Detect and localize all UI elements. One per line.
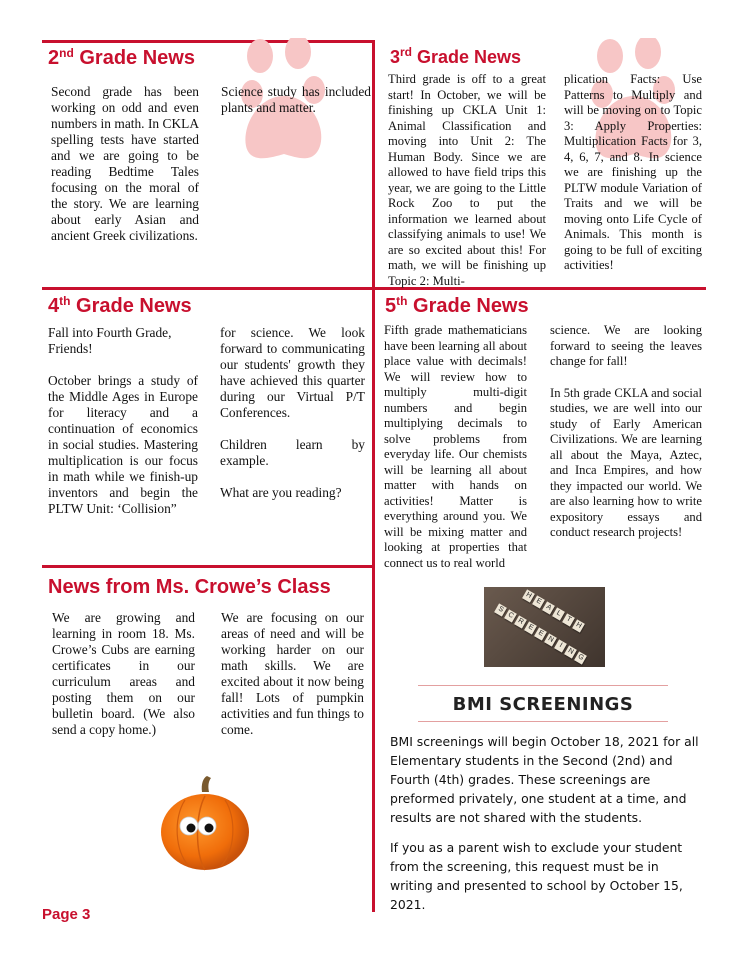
grade5-col2-p1: science. We are looking forward to seeing the leaves change for fall! — [550, 323, 702, 368]
vertical-divider — [372, 40, 375, 912]
grade4-col2-p1: for science. We look forward to communicating our students' growth they have achieved this quarter during our Virtual P/T Conferences. — [220, 325, 365, 420]
grade5-heading-rest: Grade News — [407, 295, 529, 317]
letter-tile: H — [572, 619, 585, 632]
grade3-heading — [390, 46, 521, 66]
grade5-heading-sup: th — [396, 294, 408, 308]
letter-tile: C — [504, 609, 517, 622]
bmi-title: BMI SCREENINGS — [452, 694, 634, 715]
letter-tile: G — [574, 651, 587, 664]
grade4-col1-p1: Fall into Fourth Grade, Friends! — [48, 325, 172, 356]
letter-tile: E — [534, 627, 547, 640]
bmi-paragraph-2: If you as a parent wish to exclude your student from the screening, this request must be in writing and presented to school by October 15, 2021. — [390, 840, 683, 912]
grade2-col2-text: Science study has included plants and matter. — [221, 84, 371, 115]
grade2-heading-rest: Grade News — [73, 47, 195, 69]
letter-tile: H — [522, 589, 535, 602]
grade4-col2 — [220, 325, 365, 501]
grade4-heading-num: 4 — [48, 295, 60, 317]
grade2-col1 — [51, 84, 199, 244]
grade5-col2 — [550, 323, 702, 541]
crowe-heading: News from Ms. Crowe’s Class — [48, 576, 331, 598]
crowe-col1-text: We are growing and learning in room 18. Ms. Crowe’s Cubs are earning certificates in our curriculum areas and posting them on our bulletin board. (We also send a copy home.) — [52, 610, 195, 737]
grade4-col2-p3: What are you reading? — [220, 485, 342, 500]
grade4-heading-sup: th — [59, 294, 71, 308]
bmi-rule-bottom — [418, 721, 668, 722]
grade2-col2 — [221, 84, 371, 116]
grade5-col1 — [384, 323, 527, 571]
grade4-col1-p2: October brings a study of the Middle Ages in Europe for literacy and a continuation of economics in social studies. Mastering multiplication is our focus in math while we finish-up inventors and begin the PLTW Unit: ‘Collision” — [48, 373, 198, 516]
letter-tile: N — [564, 645, 577, 658]
grade2-heading-sup: nd — [59, 46, 74, 60]
grade5-col2-p2: In 5th grade CKLA and social studies, we are well into our study of Early American Civilizations. We are learning all about the Maya, Aztec, and Inca Empires, and how they impacted our world. We are also learning how to write expository essays and conduct research projects! — [550, 385, 702, 539]
grade4-col2-p2: Children learn by example. — [220, 437, 365, 468]
letter-tile: E — [532, 595, 545, 608]
letter-tile: T — [562, 613, 575, 626]
bmi-rule-top — [418, 685, 668, 686]
grade2-heading — [48, 47, 195, 68]
letter-tile: L — [552, 607, 565, 620]
row-divider-2 — [42, 565, 372, 568]
grade5-col1-text: Fifth grade mathematicians have been learning all about place value with decimals! We will review how to multiply multi-digit numbers and begin multiplying decimals to solve problems from everyday life. Our chemists will be learning all about matter with hands on activities! Matter is everything around you. We will be mixing matter and looking at properties that connect us to real world — [384, 323, 527, 570]
grade4-heading — [48, 295, 192, 316]
grade3-col2 — [564, 72, 702, 274]
row-divider-1 — [42, 287, 706, 290]
letter-tile: E — [524, 621, 537, 634]
letter-tile: A — [542, 601, 555, 614]
grade2-col1-text: Second grade has been working on odd and even numbers in math. In CKLA spelling tests have started and we are going to be reading Bedtime Tales focusing on the moral of the story. We are learning about early Asian and ancient Greek civilizations. — [51, 84, 199, 243]
grade3-heading-num: 3 — [390, 47, 401, 67]
grade2-heading-num: 2 — [48, 47, 60, 69]
grade5-heading — [385, 295, 529, 316]
crowe-col2 — [221, 610, 364, 738]
grade4-heading-rest: Grade News — [70, 295, 192, 317]
grade3-col1 — [388, 72, 546, 289]
letter-tile: N — [544, 633, 557, 646]
grade3-heading-sup: rd — [400, 45, 413, 59]
bmi-paragraph-1: BMI screenings will begin October 18, 2021 for all Elementary students in the Second (2nd) and Fourth (4th) grades. These screenings are preformed privately, one student at a time, and results are not shared with the students. — [390, 734, 699, 825]
grade4-col1 — [48, 325, 198, 517]
grade3-col1-text: Third grade is off to a great start! In October, we will be finishing up CKLA Unit 1: Animal Classification and moving into Unit 2: The Human Body. Since we are allowed to have field trips this year, we are going to the Little Rock Zoo to put the information we learned about classifying animals to use! We are so excited about this! For math, we will be finishing up Topic 2: Multi- — [388, 72, 546, 288]
crowe-col2-text: We are focusing on our areas of need and will be working harder on our math skills. We are excited about it now being fall! Lots of pumpkin activities and fun things to come. — [221, 610, 364, 737]
health-screening-photo — [484, 587, 605, 667]
pumpkin-image — [155, 774, 255, 874]
letter-tile: R — [514, 615, 527, 628]
crowe-col1 — [52, 610, 195, 738]
grade5-heading-num: 5 — [385, 295, 397, 317]
grade3-heading-rest: Grade News — [412, 47, 522, 67]
letter-tile: I — [554, 639, 567, 652]
grade3-col2-text: plication Facts: Use Patterns to Multiply and will be moving on to Topic 3: Apply Properties: Multiplication Facts for 3, 4, 6, 7, and 8. In science we are finishing up the PLTW module Variation of Traits and we will be moving onto Life Cycle of Animals. This month is going to be full of exciting activities! — [564, 72, 702, 272]
letter-tile: S — [494, 603, 507, 616]
page-number: Page 3 — [42, 906, 91, 923]
